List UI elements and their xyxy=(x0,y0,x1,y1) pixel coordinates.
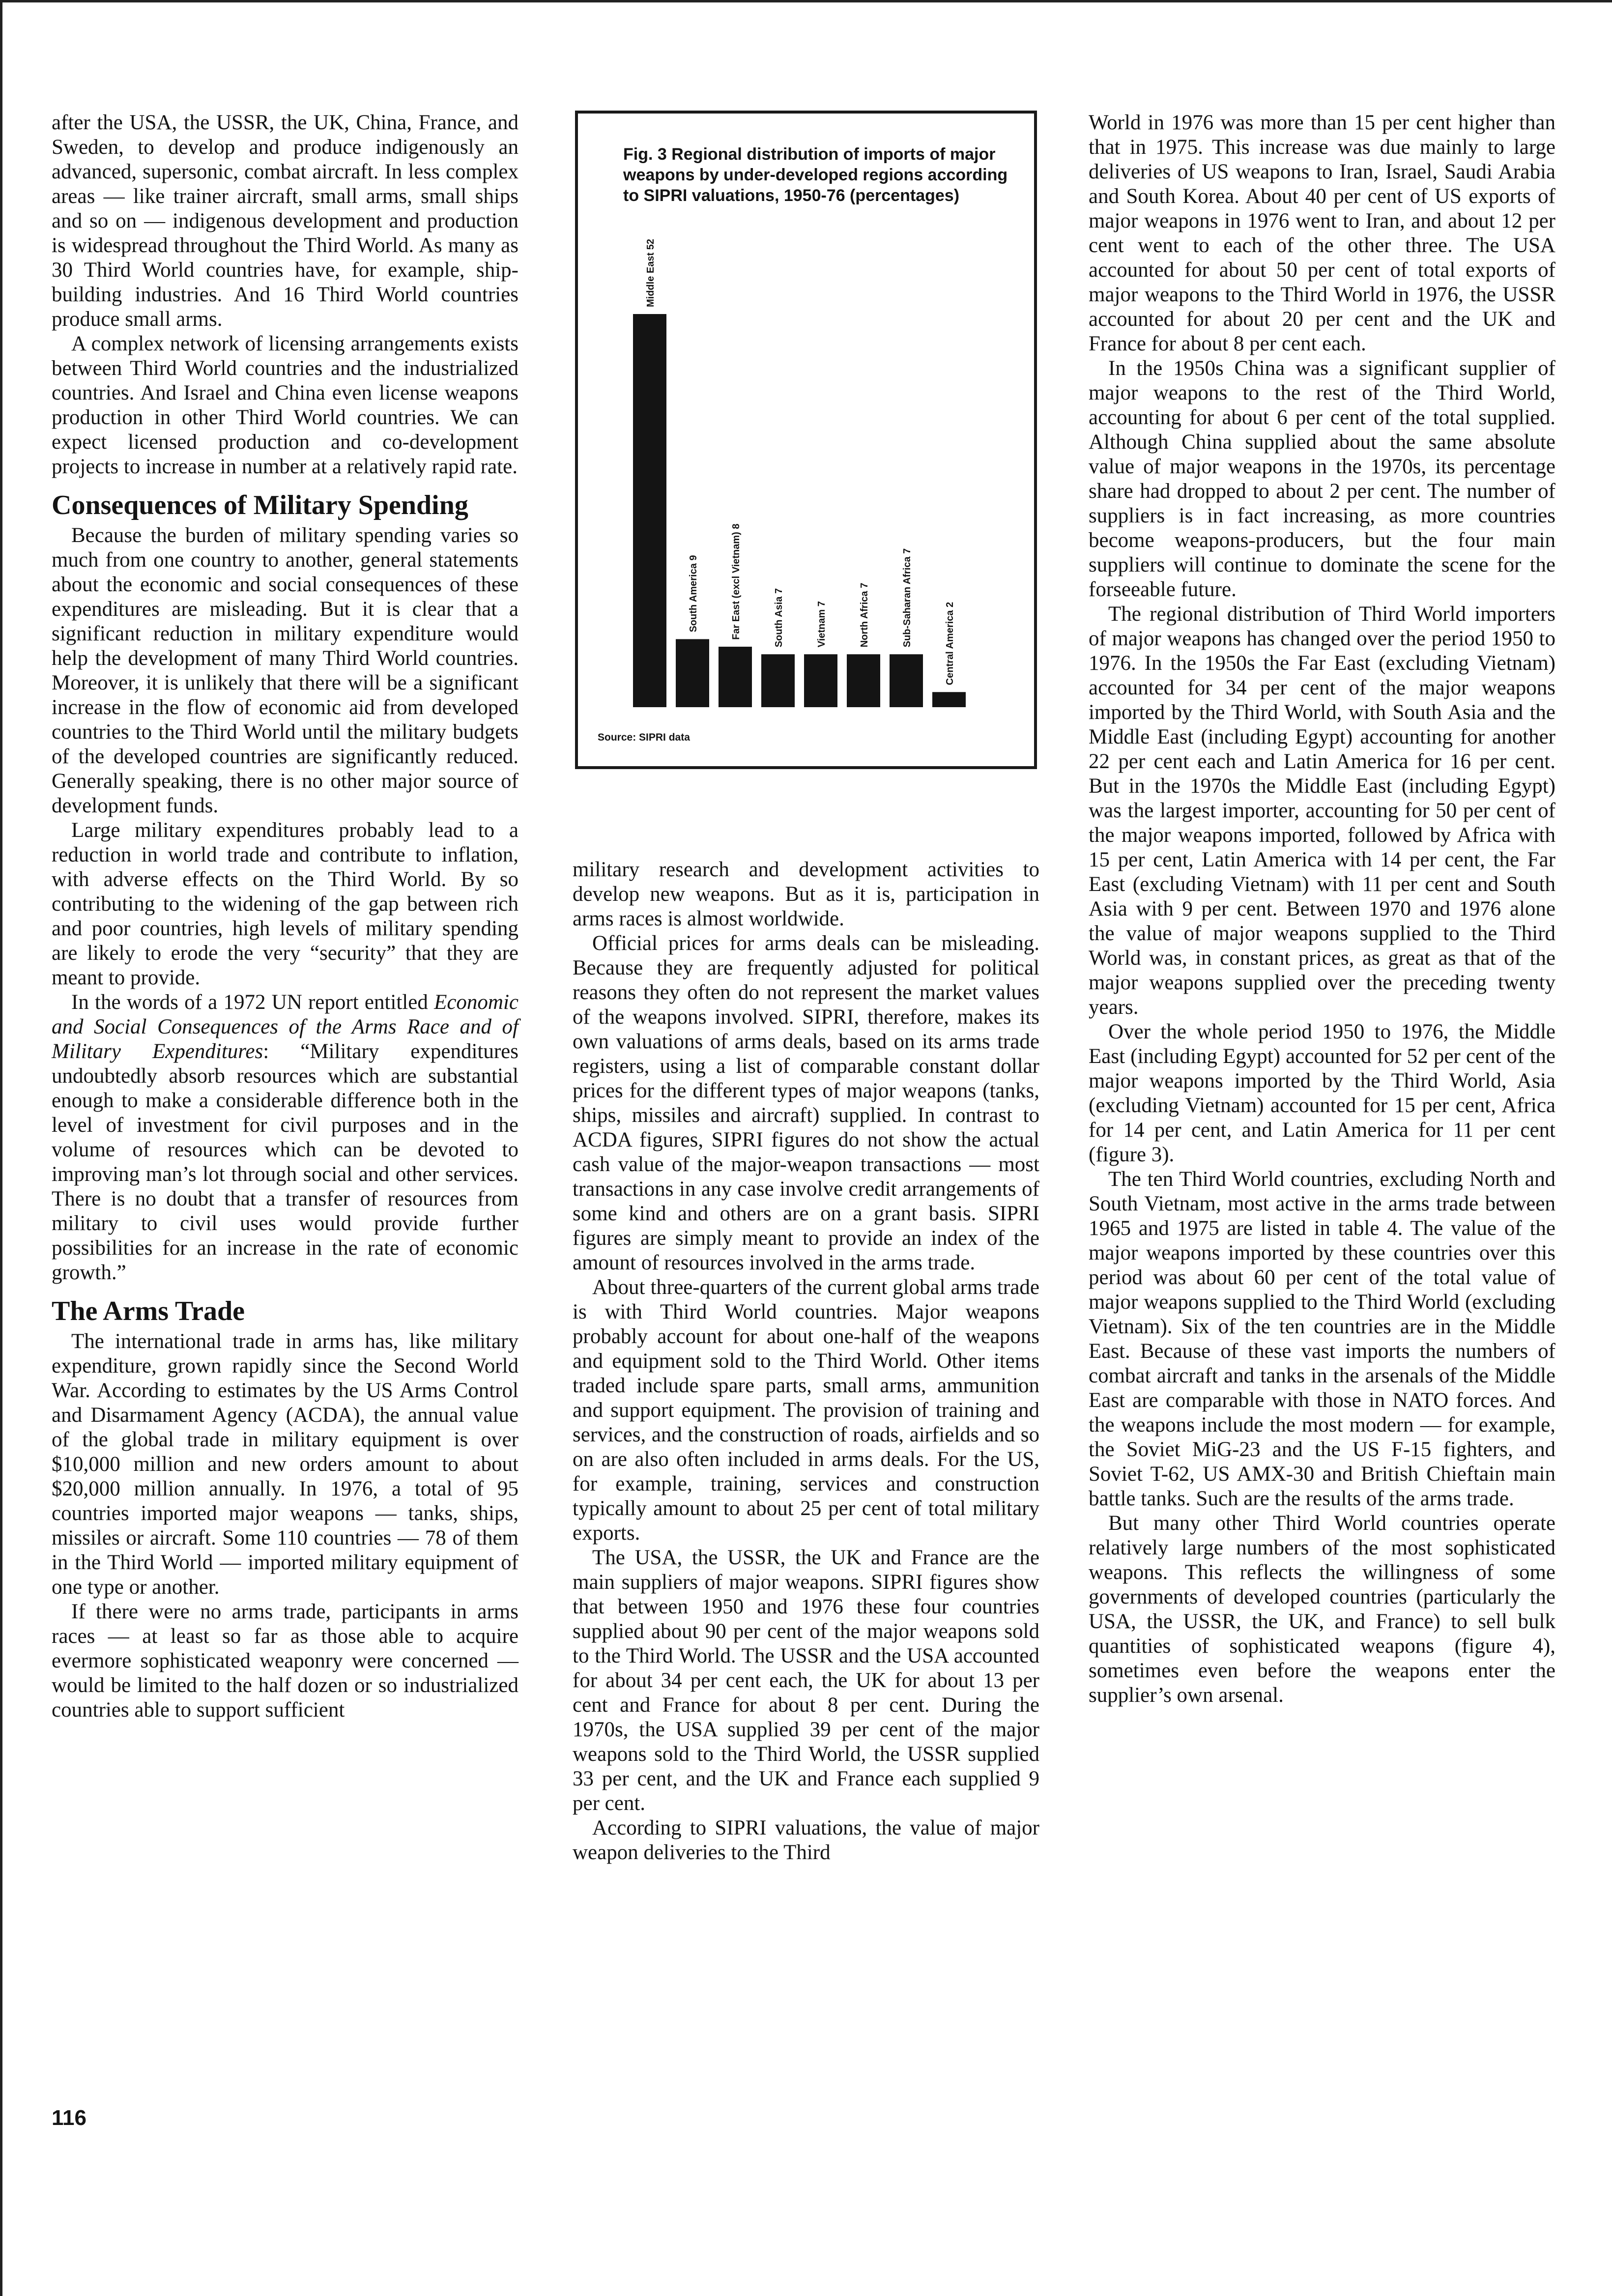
bar-south-asia xyxy=(761,654,795,707)
bar-central-america xyxy=(932,692,966,707)
top-border-rule xyxy=(0,0,1612,2)
paragraph: The regional distribution of Third World importers of major weapons has changed over the period 1950 to 1976. In the 1950s the Far East (excluding Vietnam) accounted for 34 per cent of the major weapons imported by the Third World, with South Asia and the Middle East (including Egypt) accounting for another 22 per cent each and Latin America for 16 per cent. But in the 1970s the Middle East (including Egypt) was the largest importer, accounting for 50 per cent of the major weapons imported, followed by Africa with 15 per cent, Latin America with 14 per cent, the Far East (excluding Vietnam) with 11 per cent and South Asia with 9 per cent. Between 1970 and 1976 alone the value of major weapons supplied to the Third World was, in constant prices, as great as that of the major weapons supplied over the preceding twenty years. xyxy=(1089,603,1555,1019)
paragraph: The ten Third World countries, excluding North and South Vietnam, most active in the arms trade between 1965 and 1975 are listed in table 4. The value of the major weapons imported by these countries over this period was about 60 per cent of the total value of major weapons supplied to the Third World (excluding Vietnam). Six of the ten countries are in the Middle East. Because of these vast imports the numbers of combat aircraft and tanks in the arsenals of the Middle East are comparable with those in NATO forces. And the weapons include the most modern — for example, the Soviet MiG-23 and the US F-15 fighters, and Soviet T-62, US AMX-30 and British Chieftain main battle tanks. Such are the results of the arms trade. xyxy=(1089,1168,1555,1510)
report-title: Economic and Social Consequences of the Arms Race and of Military Expenditures xyxy=(52,991,518,1063)
section-heading: Consequences of Military Spending xyxy=(52,490,468,520)
figure-number: Fig. 3 xyxy=(623,145,667,164)
text-column-3 xyxy=(1089,111,1555,1708)
bar-label: Sub-Saharan Africa 7 xyxy=(902,548,913,648)
paragraph: Over the whole period 1950 to 1976, the Middle East (including Egypt) accounted for 52 per cent of the major weapons imported by the Third World, Asia (excluding Vietnam) accounted for 15 per cent, Africa for 14 per cent, and Latin America for 11 per cent (figure 3). xyxy=(1089,1020,1555,1166)
paragraph: About three-quarters of the current global arms trade is with Third World countries. Major weapons probably account for about one-half of the weapons and equipment sold to the Third World. Other items traded include spare parts, small arms, ammunition and support equipment. The provision of training and services, and the construction of roads, airfields and so on are also often included in arms deals. For the US, for example, training, services and construction typically amount to about 25 per cent of total military exports. xyxy=(573,1276,1039,1545)
bar-label: Central America 2 xyxy=(945,602,955,686)
bar-label: South Asia 7 xyxy=(774,588,784,648)
paragraph: after the USA, the USSR, the UK, China, France, and Sweden, to develop and produce indigenously an advanced, supersonic, combat aircraft. In less complex areas — like trainer aircraft, small arms, small ships and so on — indigenous development and production is widespread throughout the Third World. As many as 30 Third World countries have, for example, ship-building industries. And 16 Third World countries produce small arms. xyxy=(52,111,518,331)
paragraph: The USA, the USSR, the UK and France are the main suppliers of major weapons. SIPRI figures show that between 1950 and 1976 these four countries supplied about 90 per cent of the major weapons sold to the Third World. The USSR and the USA accounted for about 34 per cent each, the UK for about 13 per cent and France for about 8 per cent. During the 1970s, the USA supplied 39 per cent of the major weapons sold to the Third World, the USSR supplied 33 per cent, and the UK and France each supplied 9 per cent. xyxy=(573,1546,1039,1815)
bar-middle-east xyxy=(633,314,666,707)
paragraph-text: In the words of a 1972 UN report entitled xyxy=(71,991,434,1014)
text-column-1 xyxy=(52,111,518,1722)
left-border-rule xyxy=(0,0,2,2296)
paragraph: According to SIPRI valuations, the value of major weapon deliveries to the Third xyxy=(573,1816,1039,1864)
paragraph-text: : “Military expenditures undoubtedly absorb resources which are substantial enough to make a considerable difference both in the level of investment for civil purposes and in the volume of resources which can be devoted to improving man’s lot through social and other services. There is no doubt that a transfer of resources from military to civil uses would provide further possibilities for an increase in the rate of economic growth.” xyxy=(52,1040,518,1284)
paragraph: If there were no arms trade, participants in arms races — at least so far as those able to acquire evermore sophisticated weaponry were concerned — would be limited to the half dozen or so industrialized countries able to support sufficient xyxy=(52,1600,518,1722)
paragraph: But many other Third World countries operate relatively large numbers of the most sophisticated weapons. This reflects the willingness of some governments of developed countries (particularly the USA, the USSR, the UK, and France) to sell bulk quantities of sophisticated weapons (figure 4), sometimes even before the weapons enter the supplier’s own arsenal. xyxy=(1089,1512,1555,1707)
section-heading: The Arms Trade xyxy=(52,1296,245,1326)
paragraph xyxy=(52,990,518,1285)
paragraph: World in 1976 was more than 15 per cent higher than that in 1975. This increase was due mainly to large deliveries of US weapons to Iran, Israel, Saudi Arabia and South Korea. About 40 per cent of US exports of major weapons in 1976 went to Iran, and about 12 per cent went to each of the other three. The USA accounted for about 50 per cent of total exports of major weapons to the Third World in 1976, the USSR accounted for about 20 per cent and the UK and France for about 8 per cent each. xyxy=(1089,111,1555,355)
bar-south-america xyxy=(676,639,709,707)
paragraph: A complex network of licensing arrangements exists between Third World countries and the industrialized countries. And Israel and China even license weapons production in other Third World countries. We can expect licensed production and co-development projects to increase in number at a relatively rapid rate. xyxy=(52,332,518,478)
paragraph: Official prices for arms deals can be misleading. Because they are frequently adjusted for political reasons they often do not represent the market values of the weapons involved. SIPRI, therefore, makes its own valuations of arms deals, based on its arms trade registers, using a list of comparable constant dollar prices for the different types of major weapons (tanks, ships, missiles and aircraft) supplied. In contrast to ACDA figures, SIPRI figures do not show the actual cash value of the major-weapon transactions — most transactions in any case involve credit arrangements of some kind and others are on a grant basis. SIPRI figures are simply meant to provide an index of the amount of resources involved in the arms trade. xyxy=(573,932,1039,1274)
paragraph: Because the burden of military spending varies so much from one country to another, general statements about the economic and social consequences of these expenditures are misleading. But it is clear that a significant reduction in military expenditure would help the development of many Third World countries. Moreover, it is unlikely that there will be a significant increase in the flow of economic aid from developed countries to the Third World until the military budgets of the developed countries are significantly reduced. Generally speaking, there is no other major source of development funds. xyxy=(52,524,518,817)
figure-box xyxy=(575,111,1037,769)
bar-label: Middle East 52 xyxy=(645,239,656,307)
text-column-2 xyxy=(573,858,1039,1865)
bar-sub-saharan-africa xyxy=(890,654,923,707)
figure-source: Source: SIPRI data xyxy=(598,732,690,743)
paragraph: The international trade in arms has, like military expenditure, grown rapidly since the Second World War. According to estimates by the US Arms Control and Disarmament Agency (ACDA), the annual value of the global trade in military equipment is over $10,000 million and new orders amount to about $20,000 million annually. In 1976, a total of 95 countries imported major weapons — tanks, ships, missiles or aircraft. Some 110 countries — 78 of them in the Third World — imported military equipment of one type or another. xyxy=(52,1330,518,1599)
paragraph: Large military expenditures probably lead to a reduction in world trade and contribute to inflation, with adverse effects on the Third World. By so contributing to the widening of the gap between rich and poor countries, high levels of military spending are likely to erode the very “security” that they are meant to provide. xyxy=(52,819,518,989)
bar-label: North Africa 7 xyxy=(859,582,870,648)
page-number: 116 xyxy=(52,2106,86,2130)
bar-label: South America 9 xyxy=(688,555,699,632)
bar-north-africa xyxy=(847,654,880,707)
bar-label: Vietnam 7 xyxy=(816,601,827,648)
bar-vietnam xyxy=(804,654,837,707)
paragraph: In the 1950s China was a significant supplier of major weapons to the rest of the Third World, accounting for about 6 per cent of the total supplied. Although China supplied about the same absolute value of major weapons in the 1970s, its percentage share had dropped to about 2 per cent. The number of suppliers is in fact increasing, as more countries become weapons-producers, but the four main suppliers will continue to dominate the scene for the forseeable future. xyxy=(1089,357,1555,601)
figure-caption: Regional distribution of imports of major weapons by under-developed regions according to SIPRI valuations, 1950-76 (percentages) xyxy=(623,145,1008,205)
bar-chart xyxy=(578,114,1034,766)
bar-far-east-excl-vietnam- xyxy=(719,647,752,707)
bar-label: Far East (excl Vietnam) 8 xyxy=(731,523,742,640)
paragraph: military research and development activities to develop new weapons. But as it is, participation in arms races is almost worldwide. xyxy=(573,858,1039,930)
